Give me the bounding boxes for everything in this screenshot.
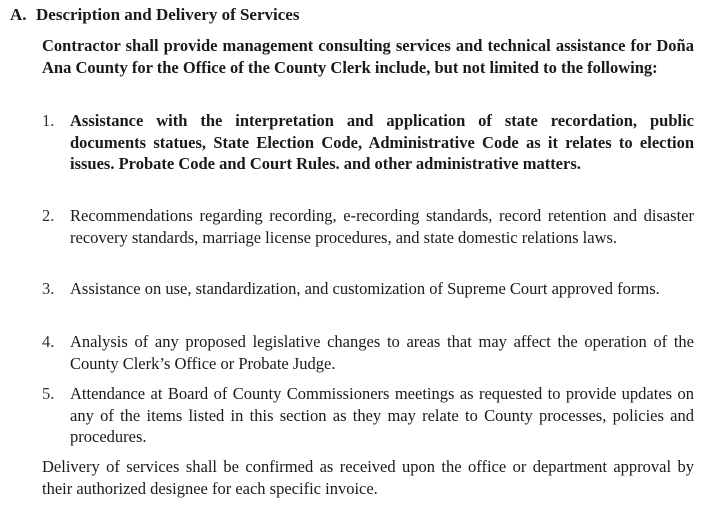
section-heading xyxy=(10,4,299,26)
list-item-text: Recommendations regarding recording, e-recording standards, record retention and disaster recovery standards, marriage license procedures, and state domestic relations laws. xyxy=(70,206,694,247)
list-item xyxy=(42,205,694,248)
list-item xyxy=(42,110,694,175)
list-item-text: Assistance with the interpretation and application of state recordation, public documents statues, State Election Code, Administrative Code as it relates to election issues. Probate Code and Court Rules. and other administrative matters. xyxy=(70,111,694,173)
section-title: Description and Delivery of Services xyxy=(36,5,300,24)
list-item-number: 5. xyxy=(42,384,55,403)
list-item xyxy=(42,278,694,300)
section-letter: A. xyxy=(10,5,27,24)
list-item-number: 4. xyxy=(42,332,55,351)
list-item-text: Attendance at Board of County Commissioners meetings as requested to provide updates on any of the items listed in this section as they may relate to County processes, policies and procedures. xyxy=(70,384,694,446)
list-item xyxy=(42,383,694,448)
list-item-text: Analysis of any proposed legislative changes to areas that may affect the operation of the County Clerk’s Office or Probate Judge. xyxy=(70,332,694,373)
list-item-number: 2. xyxy=(42,206,55,225)
list-item xyxy=(42,331,694,374)
list-item-number: 1. xyxy=(42,111,55,130)
list-item-text: Assistance on use, standardization, and customization of Supreme Court approved forms. xyxy=(70,279,660,298)
closing-paragraph: Delivery of services shall be confirmed as received upon the office or department approval by their authorized designee for each specific invoice. xyxy=(42,457,694,498)
intro-paragraph: Contractor shall provide management consulting services and technical assistance for Doña Ana County for the Office of the County Clerk include, but not limited to the following: xyxy=(42,36,694,77)
list-item-number: 3. xyxy=(42,279,55,298)
